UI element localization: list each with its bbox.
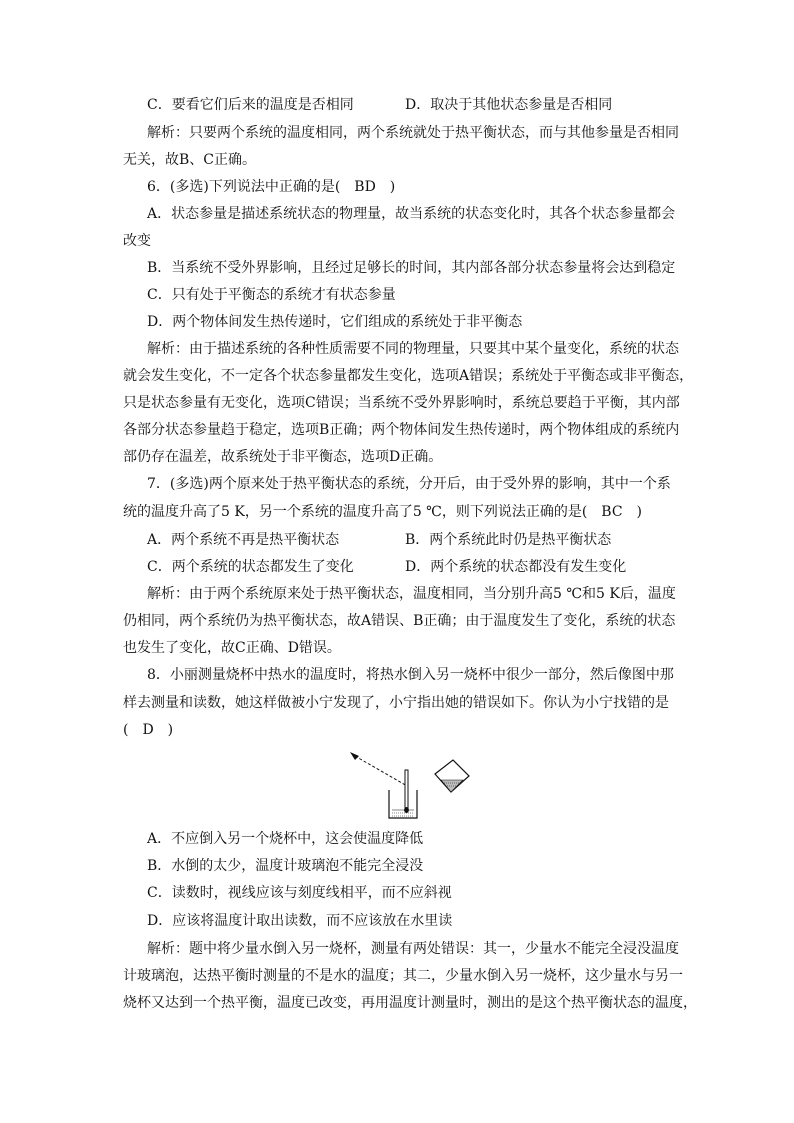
q8-stem-line-2: 样去测量和读数，她这样做被小宁发现了，小宁指出她的错误如下。你认为小宁找错的是	[123, 695, 669, 711]
q5-solution-line-2: 无关，故B、C正确。	[123, 152, 256, 168]
beaker-left	[389, 790, 417, 818]
q8-option-a: A．不应倒入另一个烧杯中，这会使温度降低	[147, 831, 424, 847]
q7-stem-line-1: 7．(多选)两个原来处于热平衡状态的系统，分开后，由于受外界的影响，其中一个系	[147, 476, 671, 492]
q8-option-b: B．水倒的太少，温度计玻璃泡不能完全浸没	[147, 858, 424, 874]
q6-option-a-line-2: 改变	[123, 233, 151, 249]
q6-solution-line-1: 解析：由于描述系统的各种性质需要不同的物理量，只要其中某个量变化，系统的状态	[147, 341, 679, 357]
q7-stem-line-2: 统的温度升高了5 K，另一个系统的温度升高了5 ℃，则下列说法正确的是( BC )	[123, 504, 643, 520]
q8-solution-line-3: 烧杯又达到一个热平衡，温度已改变，再用温度计测量时，测出的是这个热平衡状态的温度，	[123, 995, 697, 1011]
q7-solution-line-3: 也发生了变化，故C正确、D错误。	[123, 640, 341, 656]
thermometer-beaker-figure	[345, 750, 475, 822]
q7-solution-line-1: 解析：由于两个系统原来处于热平衡状态，温度相同，当分别升高5 ℃和5 K后，温度	[147, 586, 676, 602]
q8-option-d: D．应该将温度计取出读数，而不应该放在水里读	[147, 913, 453, 929]
q6-option-c: C．只有处于平衡态的系统才有状态参量	[147, 287, 396, 303]
q6-solution-line-2: 就会发生变化，不一定各个状态参量都发生变化，选项A错误；系统处于平衡态或非平衡态，	[123, 368, 694, 384]
q7-solution-line-2: 仍相同，两个系统仍为热平衡状态，故A错误、B正确；由于温度发生了变化，系统的状态	[123, 613, 676, 629]
q8-stem-line-1: 8．小丽测量烧杯中热水的温度时，将热水倒入另一烧杯中很少一部分，然后像图中那	[147, 667, 674, 683]
sight-line	[355, 756, 407, 786]
q8-option-c: C．读数时，视线应该与刻度线相平，而不应斜视	[147, 885, 452, 901]
thermometer	[405, 770, 408, 810]
q7-option-c: C．两个系统的状态都发生了变化	[147, 559, 354, 575]
q6-solution-line-5: 部仍存在温差，故系统处于非平衡态，选项D正确。	[123, 449, 443, 465]
q6-solution-line-4: 各部分状态参量趋于稳定，选项B正确；两个物体间发生热传递时，两个物体组成的系统内	[123, 422, 680, 438]
q7-option-d: D．两个系统的状态都没有发生变化	[405, 559, 627, 575]
q5-solution-line-1: 解析：只要两个系统的温度相同，两个系统就处于热平衡状态，而与其他参量是否相同	[147, 125, 679, 141]
q6-option-b: B．当系统不受外界影响，且经过足够长的时间，其内部各部分状态参量将会达到稳定	[147, 260, 676, 276]
q7-option-a: A．两个系统不再是热平衡状态	[147, 532, 340, 548]
q8-solution-line-2: 计玻璃泡，达热平衡时测量的不是水的温度；其二，少量水倒入另一烧杯，这少量水与另一	[123, 968, 683, 984]
eye-arrow-icon	[350, 752, 359, 760]
q6-option-a-line-1: A．状态参量是描述系统状态的物理量，故当系统的状态变化时，其各个状态参量都会	[147, 206, 676, 222]
q6-stem: 6．(多选)下列说法中正确的是( BD )	[147, 179, 396, 195]
q5-option-d: D．取决于其他状态参量是否相同	[405, 97, 613, 113]
q6-solution-line-3: 只是状态参量有无变化，选项C错误；当系统不受外界影响时，系统总要趋于平衡，其内部	[123, 395, 680, 411]
q8-stem-line-3: ( D )	[123, 722, 174, 738]
q7-option-b: B．两个系统此时仍是热平衡状态	[405, 532, 612, 548]
q6-option-d: D．两个物体间发生热传递时，它们组成的系统处于非平衡态	[147, 314, 523, 330]
q8-solution-line-1: 解析：题中将少量水倒入另一烧杯，测量有两处错误：其一，少量水不能完全浸没温度	[147, 941, 679, 957]
q5-option-c: C．要看它们后来的温度是否相同	[147, 97, 354, 113]
